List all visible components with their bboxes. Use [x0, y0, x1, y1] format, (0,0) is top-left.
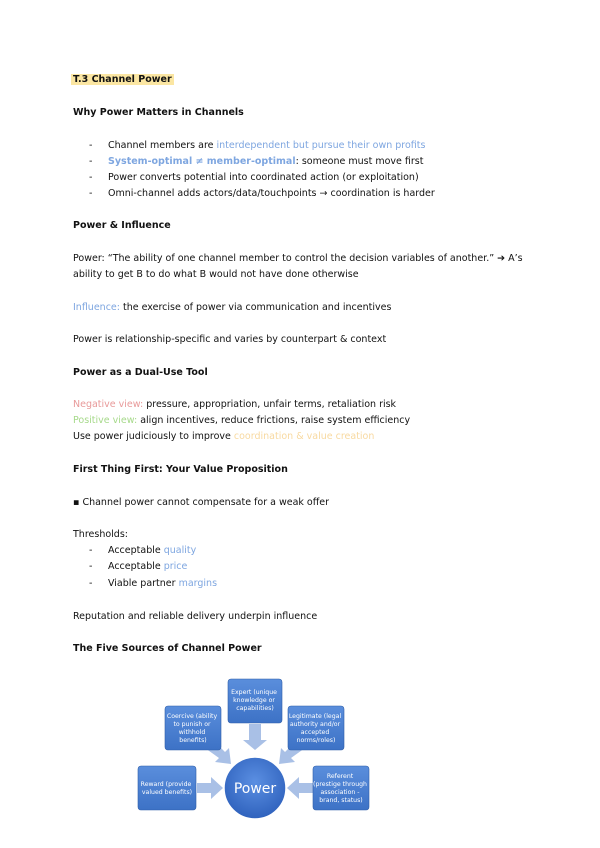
positive-view: Positive view: align incentives, reduce frictions, raise system efficiency: [73, 415, 411, 426]
heading-why-power: Why Power Matters in Channels: [73, 107, 244, 118]
heading-dual-use: Power as a Dual-Use Tool: [73, 367, 208, 378]
list-item: System-optimal ≠ member-optimal: someone must move first: [108, 156, 424, 167]
arrow-reward: [197, 777, 223, 799]
reward-power-node: [138, 766, 196, 810]
reputation-note: Reputation and reliable delivery underpin influence: [73, 611, 318, 622]
power-definition-line2: ability to get B to do what B would not have done otherwise: [73, 269, 359, 280]
list-item: Channel members are interdependent but pursue their own profits: [108, 140, 426, 151]
thresholds-label: Thresholds:: [73, 529, 128, 540]
relationship-note: Power is relationship-specific and varies by counterpart & context: [73, 334, 387, 345]
heading-power-influence: Power & Influence: [73, 220, 171, 231]
coercive-power-label: Coercive (ability to punish or withhold benefits): [166, 713, 218, 744]
bullet-dash: -: [89, 172, 93, 183]
influence-definition: Influence: the exercise of power via communication and incentives: [73, 302, 392, 313]
arrow-expert: [243, 724, 267, 750]
reward-power-label: Reward (provide valued benefits): [140, 781, 193, 796]
bullet-dash: -: [89, 561, 93, 572]
bullet-dash: -: [89, 578, 93, 589]
legitimate-power-label: Legitimate (legal authority and/or accepted norms/roles): [288, 713, 342, 744]
referent-power-label: Referent (prestige through association - brand, status): [313, 773, 367, 804]
list-item: Omni-channel adds actors/data/touchpoints → coordination is harder: [108, 188, 435, 199]
bullet-dash: -: [89, 545, 93, 556]
heading-five-sources: The Five Sources of Channel Power: [73, 643, 262, 654]
power-definition-line1: Power: “The ability of one channel member to control the decision variables of another.” ➔ A’s: [73, 253, 523, 264]
list-item: Viable partner margins: [108, 578, 218, 589]
bullet-dash: -: [89, 188, 93, 199]
negative-view: Negative view: pressure, appropriation, unfair terms, retaliation risk: [73, 399, 397, 410]
bullet-dash: -: [89, 140, 93, 151]
value-point: ▪ Channel power cannot compensate for a weak offer: [73, 497, 330, 508]
list-item: Acceptable price: [108, 561, 188, 572]
heading-value-proposition: First Thing First: Your Value Proposition: [73, 464, 288, 475]
list-item: Power converts potential into coordinated action (or exploitation): [108, 172, 419, 183]
page-title: T.3 Channel Power: [73, 74, 172, 85]
power-center-label: Power: [233, 781, 277, 797]
bullet-dash: -: [89, 156, 93, 167]
arrow-referent: [287, 777, 313, 799]
list-item: Acceptable quality: [108, 545, 197, 556]
use-power-note: Use power judiciously to improve coordination & value creation: [73, 431, 375, 442]
expert-power-label: Expert (unique knowledge or capabilities): [231, 689, 277, 712]
